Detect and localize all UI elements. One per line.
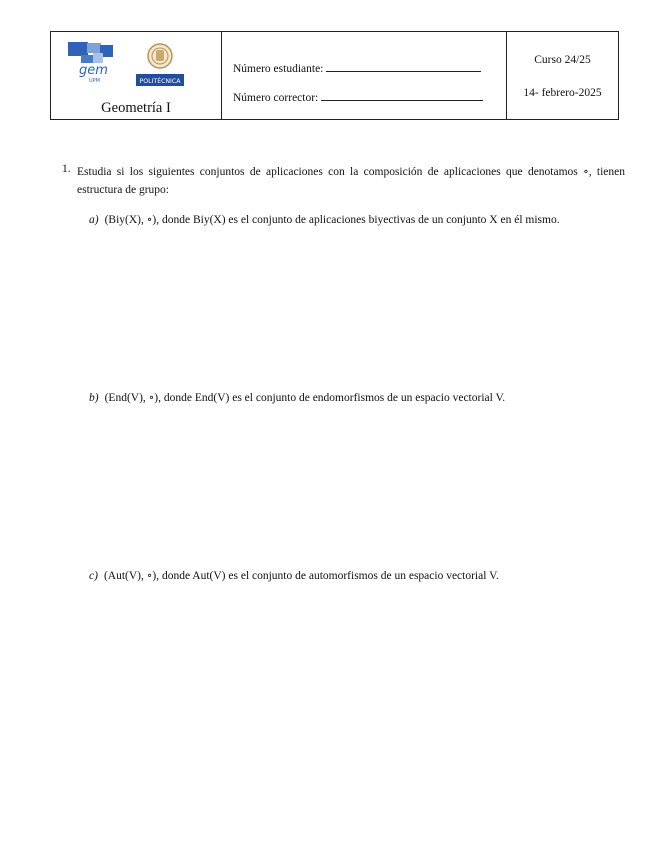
- gem-logo: [67, 41, 115, 85]
- header-logo-cell: [51, 32, 222, 119]
- item-text: (End(V), ∘), donde End(V) es el conjunto de endomorfismos de un espacio vectorial V.: [104, 392, 506, 404]
- item-label: b): [89, 392, 99, 404]
- question-item-a: [89, 212, 560, 226]
- corrector-number-field[interactable]: [233, 92, 483, 104]
- svg-text:POLITÉCNICA: POLITÉCNICA: [139, 78, 181, 85]
- course-name: Geometría I: [101, 100, 171, 116]
- academic-year: Curso 24/25: [534, 54, 591, 66]
- item-label: c): [89, 570, 98, 582]
- question-number: 1.: [62, 163, 71, 175]
- exam-header: [50, 31, 619, 120]
- corrector-number-line[interactable]: [321, 99, 483, 101]
- item-label: a): [89, 214, 99, 226]
- student-number-line[interactable]: [326, 70, 481, 72]
- svg-text:gem: gem: [79, 63, 108, 78]
- question-item-c: [89, 568, 499, 582]
- student-number-label: Número estudiante:: [233, 63, 324, 75]
- header-date-cell: [507, 32, 618, 119]
- item-text: (Aut(V), ∘), donde Aut(V) es el conjunto de automorfismos de un espacio vectorial V.: [103, 570, 499, 582]
- upm-logo: [133, 42, 187, 88]
- header-id-cell: [222, 32, 507, 119]
- student-number-field[interactable]: [233, 63, 481, 75]
- item-text: (Biy(X), ∘), donde Biy(X) es el conjunto de aplicaciones biyectivas de un conjunto X en él mismo.: [104, 214, 560, 226]
- question-item-b: [89, 390, 505, 404]
- corrector-number-label: Número corrector:: [233, 92, 319, 104]
- exam-date: 14- febrero-2025: [523, 87, 602, 99]
- svg-text:UPM: UPM: [89, 78, 100, 84]
- question-statement: Estudia si los siguientes conjuntos de aplicaciones con la composición de aplicaciones que denotamos ∘, tienen estructura de grupo:: [77, 166, 625, 196]
